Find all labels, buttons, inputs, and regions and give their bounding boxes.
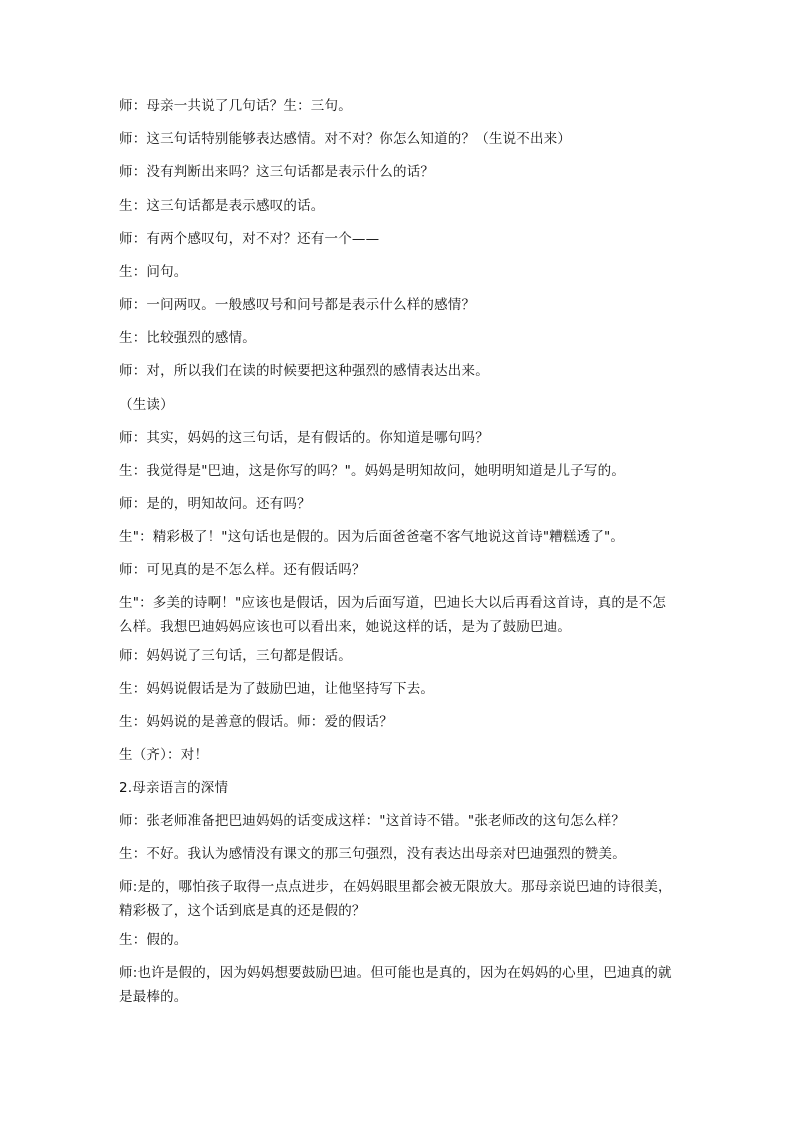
paragraph-8: 生：比较强烈的感情。 xyxy=(119,330,256,346)
paragraph-14: 生"：精彩极了！"这句话也是假的。因为后面爸爸毫不客气地说这首诗"糟糕透了"。 xyxy=(119,529,625,545)
paragraph-5: 师：有两个感叹句，对不对？还有一个—— xyxy=(119,231,380,247)
paragraph-23: 生：不好。我认为感情没有课文的那三句强烈，没有表达出母亲对巴迪强烈的赞美。 xyxy=(119,846,626,862)
paragraph-22: 师：张老师准备把巴迪妈妈的话变成这样："这首诗不错。"张老师改的这句怎么样？ xyxy=(119,813,626,829)
section-heading: 2.母亲语言的深情 xyxy=(119,780,229,796)
paragraph-20: 生（齐）：对！ xyxy=(119,747,209,763)
paragraph-16: 生"：多美的诗啊！"应该也是假话，因为后面写道，巴迪长大以后再看这首诗，真的是不怎么样。我想巴迪妈妈应该也可以看出来，她说这样的话，是为了鼓励巴迪。 xyxy=(119,595,667,635)
paragraph-25: 生：假的。 xyxy=(119,932,188,948)
paragraph-6: 生：问句。 xyxy=(119,264,188,280)
paragraph-10: （生读） xyxy=(119,397,174,413)
paragraph-9: 师：对，所以我们在读的时候要把这种强烈的感情表达出来。 xyxy=(119,363,489,379)
paragraph-12: 生：我觉得是"巴迪，这是你写的吗？"。妈妈是明知故问，她明明知道是儿子写的。 xyxy=(119,463,626,479)
paragraph-3: 师：没有判断出来吗？这三句话都是表示什么的话？ xyxy=(119,164,435,180)
paragraph-7: 师：一问两叹。一般感叹号和问号都是表示什么样的感情？ xyxy=(119,297,476,313)
paragraph-13: 师：是的，明知故问。还有吗？ xyxy=(119,496,311,512)
paragraph-26: 师:也许是假的，因为妈妈想要鼓励巴迪。但可能也是真的，因为在妈妈的心里，巴迪真的就是最棒的。 xyxy=(119,965,672,1005)
paragraph-24: 师:是的，哪怕孩子取得一点点进步，在妈妈眼里都会被无限放大。那母亲说巴迪的诗很美，精彩极了，这个话到底是真的还是假的？ xyxy=(119,879,672,919)
paragraph-11: 师：其实，妈妈的这三句话，是有假话的。你知道是哪句吗？ xyxy=(119,430,489,446)
paragraph-4: 生：这三句话都是表示感叹的话。 xyxy=(119,198,325,214)
paragraph-1: 师：母亲一共说了几句话？生：三句。 xyxy=(119,98,352,114)
paragraph-17: 师：妈妈说了三句话，三句都是假话。 xyxy=(119,648,352,664)
paragraph-18: 生：妈妈说假话是为了鼓励巴迪，让他坚持写下去。 xyxy=(119,681,435,697)
paragraph-15: 师：可见真的是不怎么样。还有假话吗？ xyxy=(119,562,366,578)
paragraph-19: 生：妈妈说的是善意的假话。师：爱的假话？ xyxy=(119,714,393,730)
paragraph-2: 师：这三句话特别能够表达感情。对不对？你怎么知道的？（生说不出来） xyxy=(119,131,572,147)
